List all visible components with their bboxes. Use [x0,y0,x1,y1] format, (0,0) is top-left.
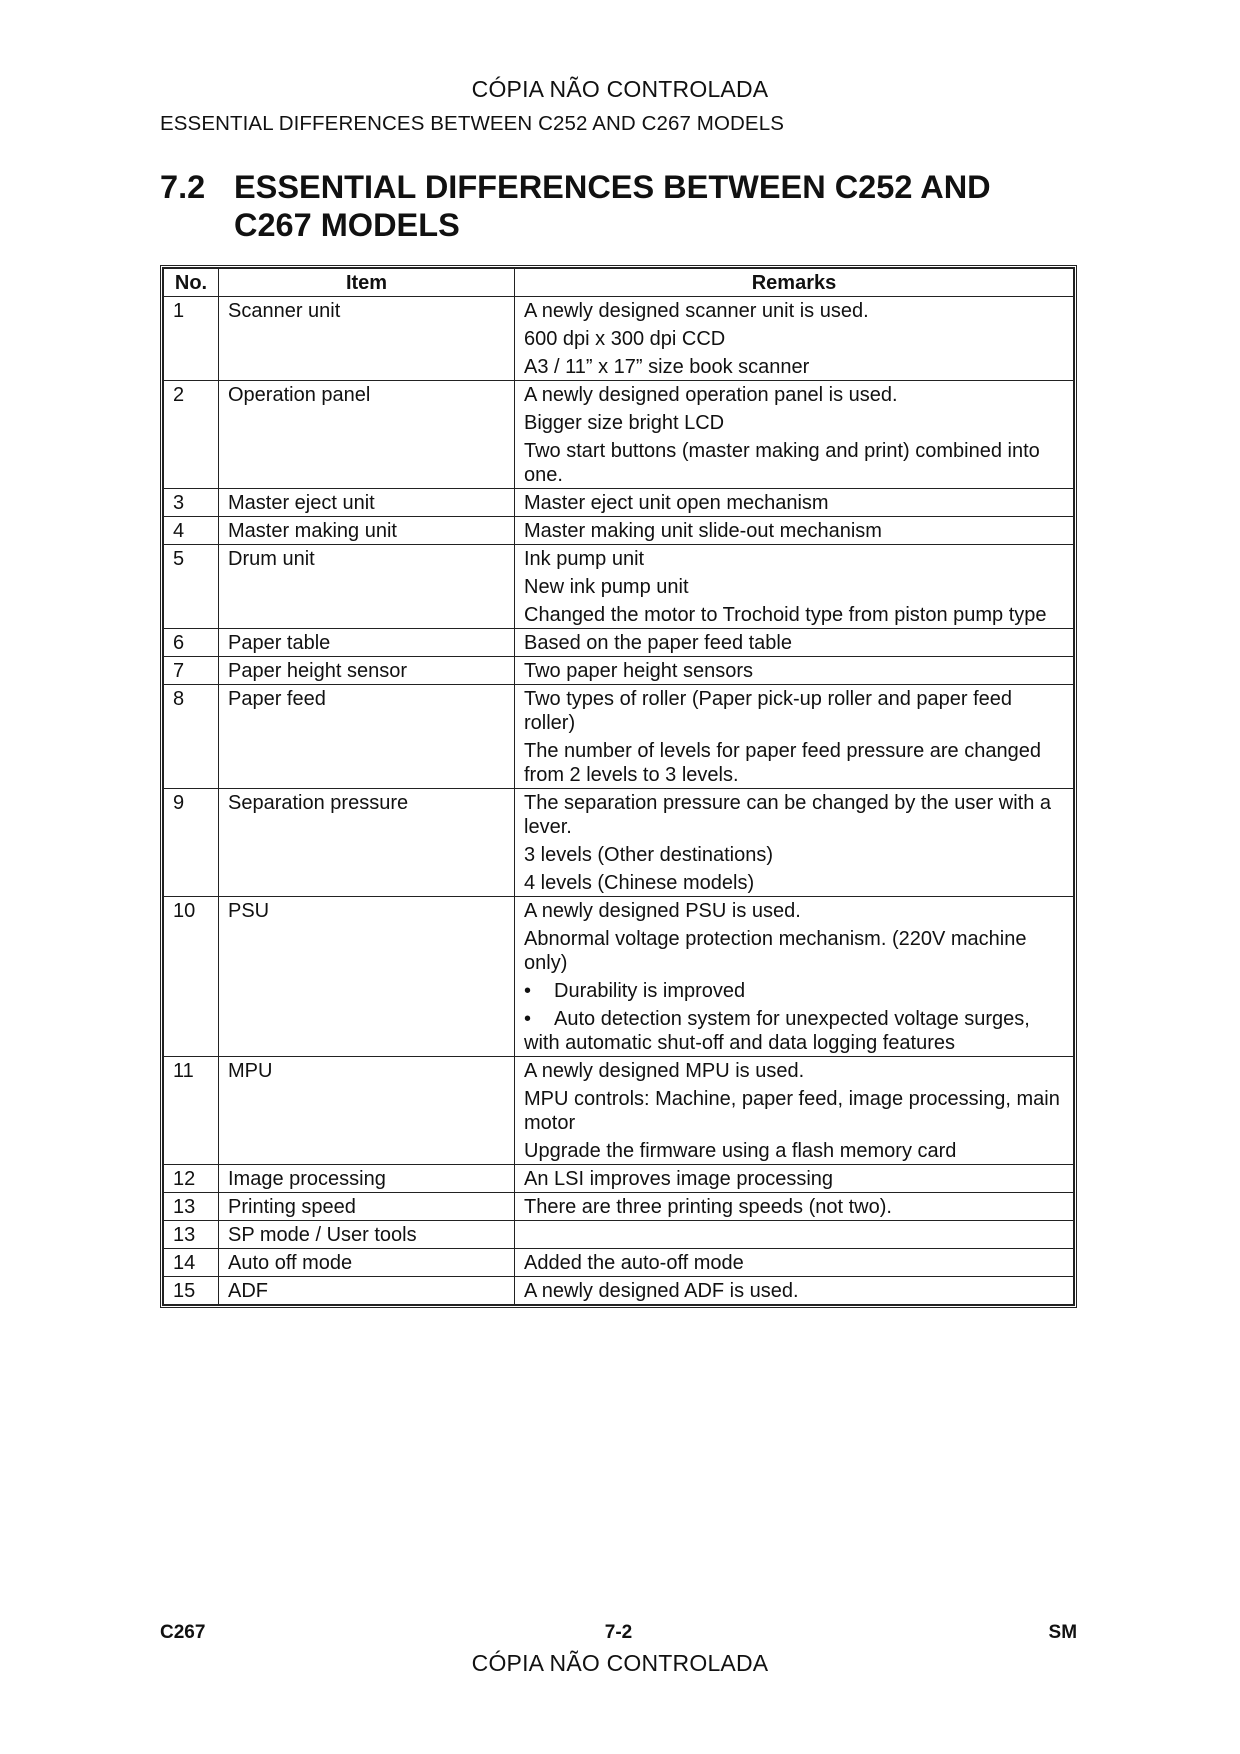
cell-item: ADF [219,1277,515,1305]
cell-remarks [515,657,1074,685]
cell-item: Operation panel [219,381,515,489]
remark-text: The number of levels for paper feed pressure are changed from 2 levels to 3 levels. [524,740,1041,786]
table-row [164,685,1074,789]
remark-text: Ink pump unit [524,548,645,570]
table-header-row [164,269,1074,297]
remark-text: Abnormal voltage protection mechanism. (220V machine only) [524,928,1027,974]
table-row [164,1165,1074,1193]
cell-remarks [515,685,1074,789]
cell-no: 14 [164,1249,219,1277]
remark-line [524,491,1065,515]
column-header-item: Item [219,269,515,297]
remark-text: Upgrade the firmware using a flash memory card [524,1140,957,1162]
cell-no: 11 [164,1057,219,1165]
cell-item: Separation pressure [219,789,515,897]
cell-item: Paper height sensor [219,657,515,685]
remark-text: Auto detection system for unexpected voltage surges, with automatic shut-off and data logging features [524,1008,1030,1054]
section-title [160,168,1054,244]
cell-no: 3 [164,489,219,517]
remark-line [524,575,1065,599]
cell-no: 8 [164,685,219,789]
remark-bullet-item [524,1007,1065,1055]
remark-line [524,299,1065,323]
remark-text: A newly designed operation panel is used. [524,384,898,406]
cell-remarks [515,297,1074,381]
section-number: 7.2 [160,169,206,205]
remark-line [524,1195,1065,1219]
remark-line [524,739,1065,787]
cell-remarks [515,1221,1074,1249]
cell-item: Image processing [219,1165,515,1193]
remark-line [524,383,1065,407]
remark-bullet-item [524,979,1065,1003]
remark-line [524,927,1065,975]
remark-line [524,519,1065,543]
remark-line [524,603,1065,627]
cell-no: 13 [164,1221,219,1249]
cell-no: 10 [164,897,219,1057]
cell-no: 6 [164,629,219,657]
remark-line [524,327,1065,351]
remark-line [524,659,1065,683]
remark-text: Added the auto-off mode [524,1252,744,1274]
bullet-icon: • [524,1008,532,1030]
cell-no: 15 [164,1277,219,1305]
table-row [164,1057,1074,1165]
section-heading: ESSENTIAL DIFFERENCES BETWEEN C252 AND C267 MODELS [234,169,991,243]
cell-item: Master making unit [219,517,515,545]
cell-no: 9 [164,789,219,897]
table-row [164,1249,1074,1277]
remark-line [524,687,1065,735]
table-row [164,1193,1074,1221]
cell-remarks [515,897,1074,1057]
remark-line [524,871,1065,895]
remark-line [524,439,1065,487]
table-row [164,545,1074,629]
remark-text: Bigger size bright LCD [524,412,725,434]
watermark-top: CÓPIA NÃO CONTROLADA [471,76,769,102]
footer-page-number: 7-2 [604,1622,633,1643]
cell-item: Drum unit [219,545,515,629]
remark-text: An LSI improves image processing [524,1168,834,1190]
remark-line [524,547,1065,571]
remark-text: 4 levels (Chinese models) [524,872,755,894]
remark-line [524,1279,1065,1303]
remark-text: A3 / 11” x 17” size book scanner [524,356,810,378]
cell-item: Scanner unit [219,297,515,381]
remark-line [524,1059,1065,1083]
bullet-icon: • [524,980,532,1002]
remark-line [524,791,1065,839]
cell-item: Auto off mode [219,1249,515,1277]
page-footer [160,1622,1077,1644]
footer-model: C267 [160,1622,206,1643]
cell-remarks [515,1057,1074,1165]
running-header: ESSENTIAL DIFFERENCES BETWEEN C252 AND C267 MODELS [160,112,784,135]
remark-text: 3 levels (Other destinations) [524,844,774,866]
cell-item: Paper table [219,629,515,657]
cell-no: 4 [164,517,219,545]
cell-remarks [515,381,1074,489]
table-row [164,789,1074,897]
cell-no: 12 [164,1165,219,1193]
table-row [164,629,1074,657]
cell-no: 7 [164,657,219,685]
table-row [164,489,1074,517]
remark-text: Durability is improved [554,980,746,1002]
column-header-remarks: Remarks [515,269,1074,297]
remark-text: A newly designed scanner unit is used. [524,300,869,322]
table-row [164,517,1074,545]
remark-text: New ink pump unit [524,576,689,598]
remark-text: Based on the paper feed table [524,632,792,654]
cell-no: 1 [164,297,219,381]
remark-text: A newly designed MPU is used. [524,1060,805,1082]
remark-text: Two start buttons (master making and print) combined into one. [524,440,1040,486]
cell-remarks [515,545,1074,629]
remark-line [524,1139,1065,1163]
cell-no: 2 [164,381,219,489]
remark-text: 600 dpi x 300 dpi CCD [524,328,726,350]
cell-remarks [515,789,1074,897]
cell-item: Printing speed [219,1193,515,1221]
remark-text: Master making unit slide-out mechanism [524,520,882,542]
cell-remarks [515,1277,1074,1305]
remark-line [524,843,1065,867]
cell-remarks [515,629,1074,657]
remark-text: Changed the motor to Trochoid type from piston pump type [524,604,1047,626]
cell-no: 5 [164,545,219,629]
watermark-bottom: CÓPIA NÃO CONTROLADA [471,1650,769,1676]
remark-text: Two paper height sensors [524,660,754,682]
cell-item: PSU [219,897,515,1057]
table-row [164,1277,1074,1305]
table-body [164,297,1074,1305]
table-row [164,897,1074,1057]
differences-table-frame [160,265,1077,1308]
cell-remarks [515,1165,1074,1193]
cell-item: Paper feed [219,685,515,789]
table-row [164,657,1074,685]
remark-line [524,355,1065,379]
table-row [164,381,1074,489]
footer-manual-type: SM [1048,1622,1078,1643]
remark-text: Two types of roller (Paper pick-up roller and paper feed roller) [524,688,1013,734]
remark-text: A newly designed ADF is used. [524,1280,799,1302]
table-row [164,297,1074,381]
remark-text: Master eject unit open mechanism [524,492,829,514]
differences-table [163,268,1074,1305]
cell-item: Master eject unit [219,489,515,517]
remark-text: The separation pressure can be changed by the user with a lever. [524,792,1051,838]
remark-text: There are three printing speeds (not two). [524,1196,892,1218]
cell-remarks [515,1193,1074,1221]
cell-no: 13 [164,1193,219,1221]
cell-item: MPU [219,1057,515,1165]
remark-line [524,631,1065,655]
remark-line [524,1087,1065,1135]
remark-line [524,1251,1065,1275]
column-header-no: No. [164,269,219,297]
remark-text: A newly designed PSU is used. [524,900,801,922]
remark-line [524,899,1065,923]
cell-remarks [515,517,1074,545]
remark-line [524,1167,1065,1191]
table-row [164,1221,1074,1249]
remark-text: MPU controls: Machine, paper feed, image processing, main motor [524,1088,1060,1134]
cell-remarks [515,1249,1074,1277]
cell-remarks [515,489,1074,517]
remark-line [524,411,1065,435]
cell-item: SP mode / User tools [219,1221,515,1249]
